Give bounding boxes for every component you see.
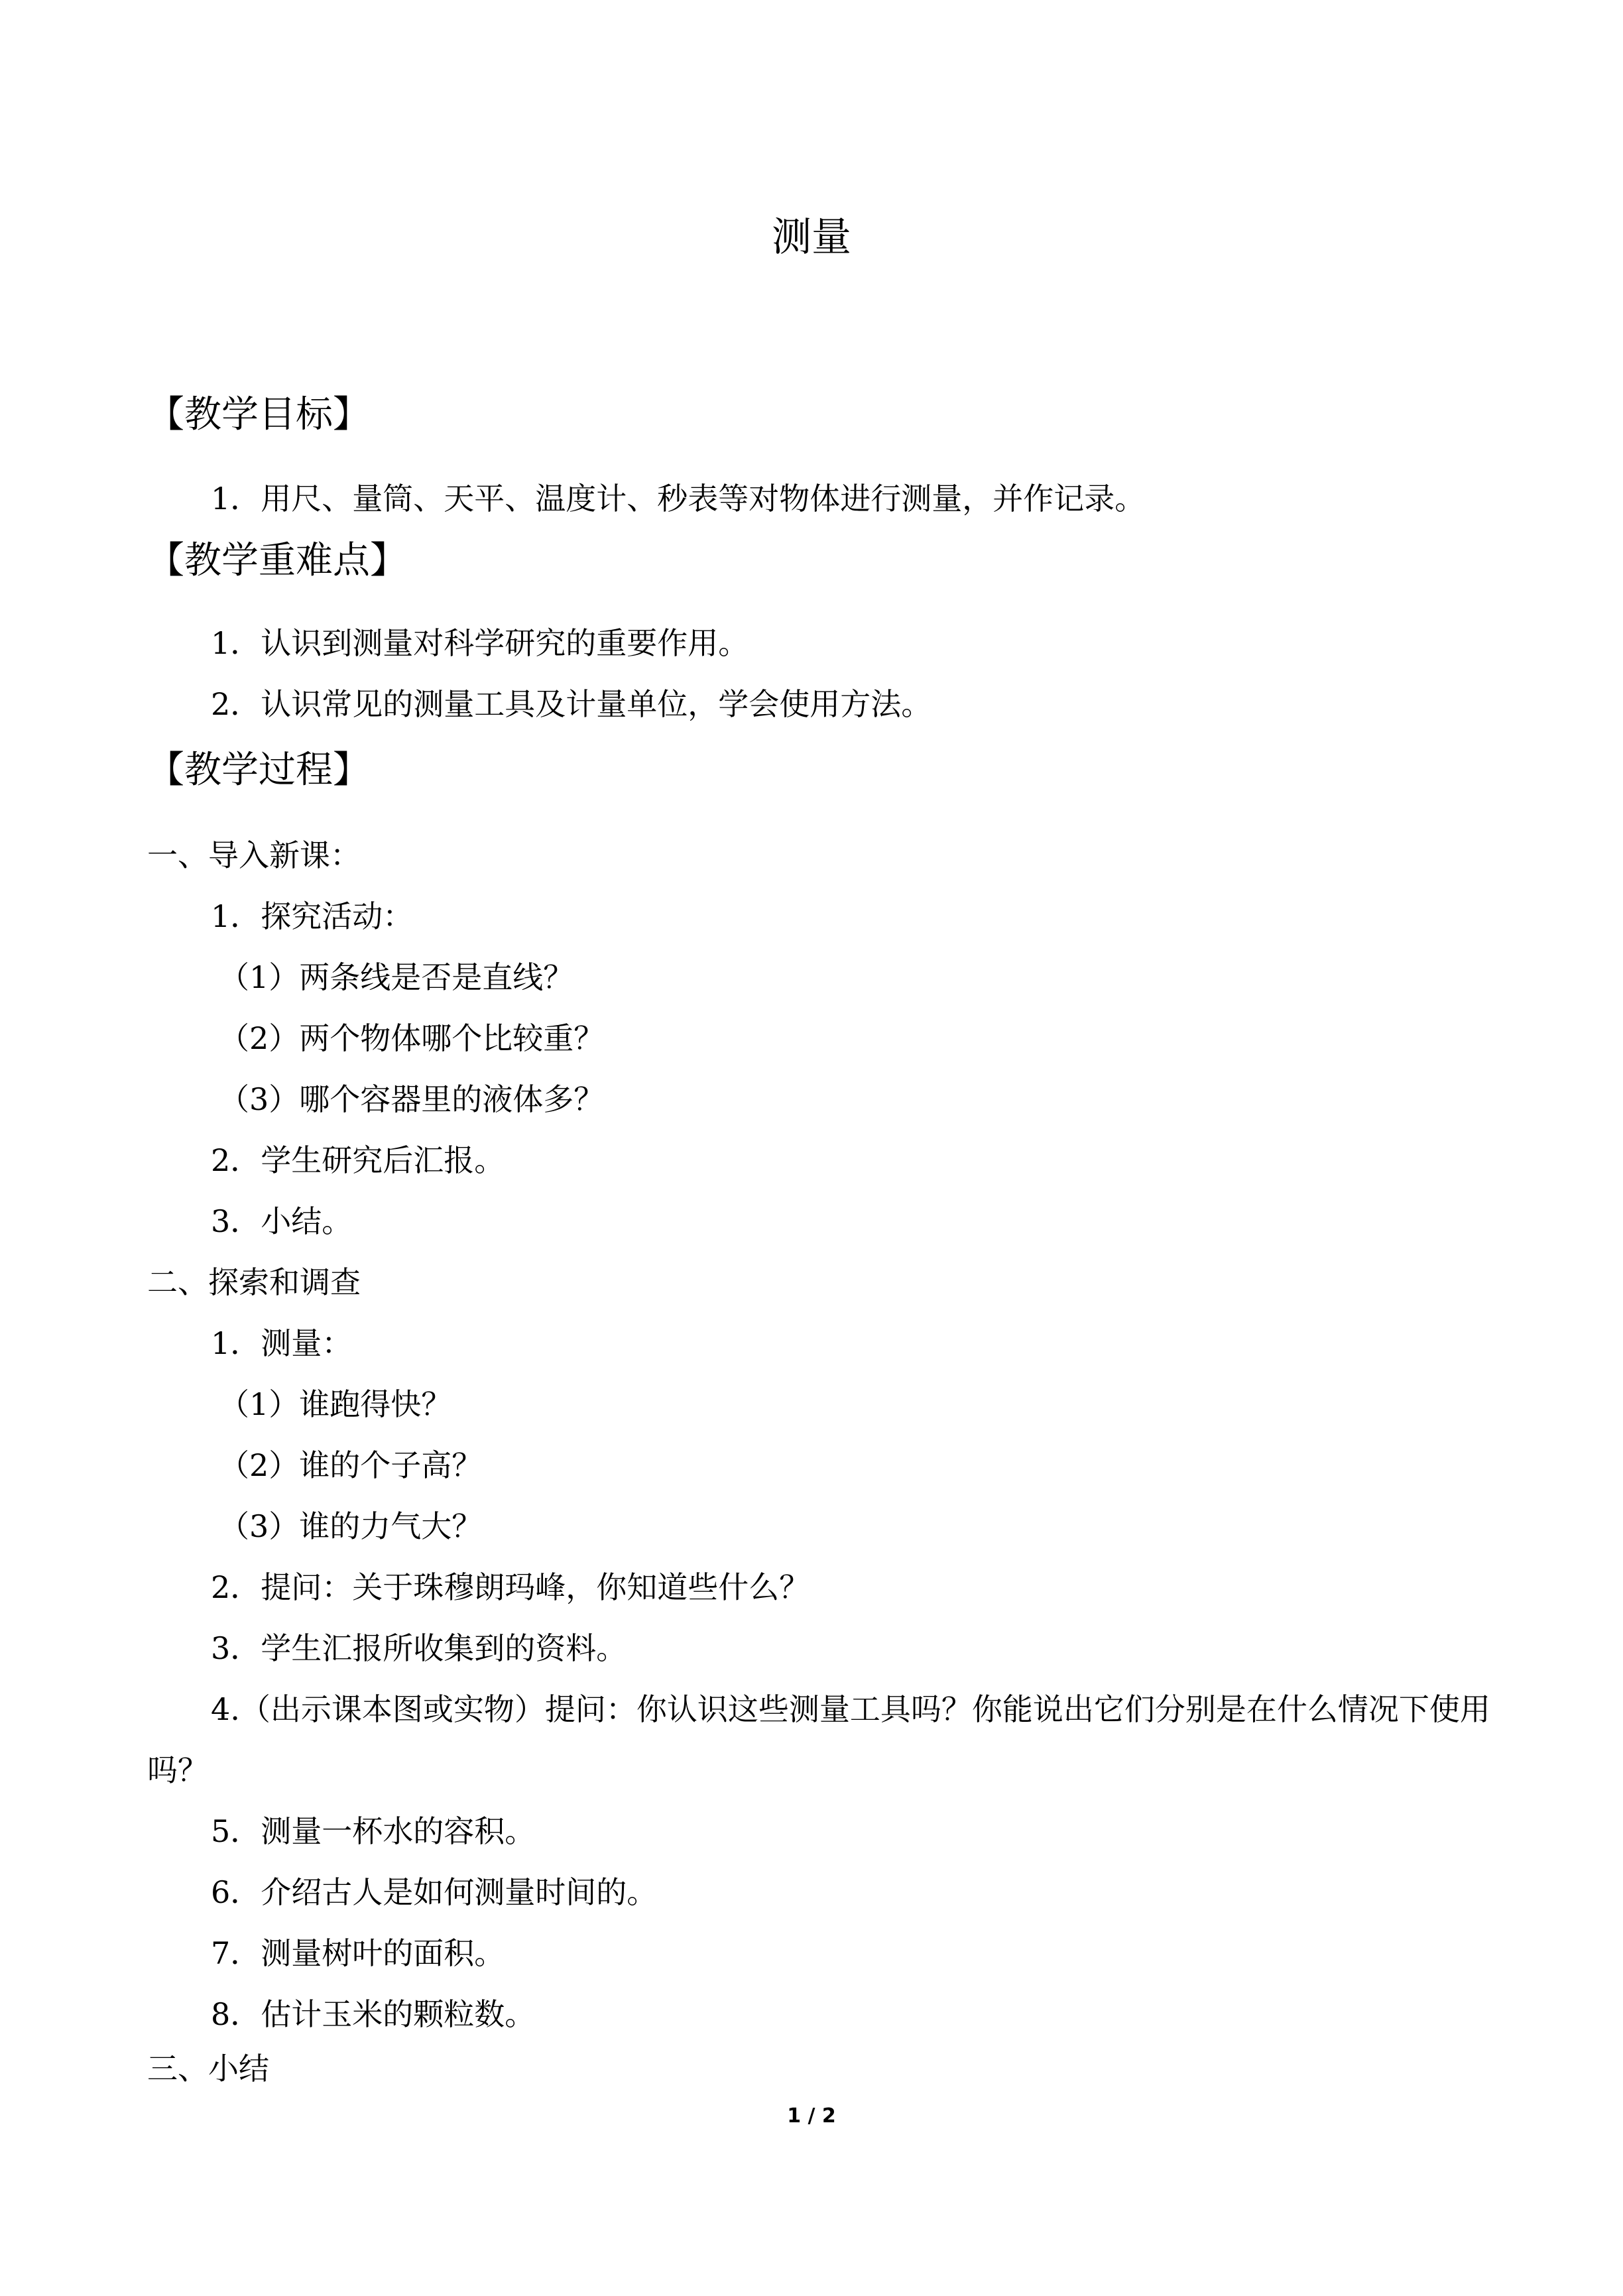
list-item: 8．估计玉米的颗粒数。	[211, 1996, 536, 2032]
part-title-intro: 一、导入新课：	[147, 837, 361, 873]
list-item: 7．测量树叶的面积。	[211, 1935, 505, 1971]
list-item: 1．探究活动：	[211, 898, 414, 934]
list-item: 5．测量一杯水的容积。	[211, 1813, 536, 1849]
list-item: 2．学生研究后汇报。	[211, 1142, 505, 1178]
key-point-item: 1．认识到测量对科学研究的重要作用。	[211, 625, 749, 661]
list-item-wrapped: 4.（出示课本图或实物）提问：你认识这些测量工具吗？你能说出它们分别是在什么情况下使用吗？	[147, 1691, 1490, 1788]
list-item: 1．测量：	[211, 1325, 353, 1361]
list-item: 2．提问：关于珠穆朗玛峰，你知道些什么？	[211, 1569, 810, 1605]
section-heading-key-points: 【教学重难点】	[147, 539, 407, 582]
list-item: （2）两个物体哪个比较重？	[219, 1020, 605, 1056]
list-item: （3）哪个容器里的液体多？	[219, 1081, 605, 1117]
list-item: （2）谁的个子高？	[219, 1447, 483, 1483]
section-heading-process: 【教学过程】	[147, 749, 370, 792]
list-item: （1）两条线是否是直线？	[219, 959, 574, 995]
page-number: 1 / 2	[787, 2104, 836, 2128]
list-item: （1）谁跑得快？	[219, 1386, 452, 1422]
page-title: 测量	[772, 214, 851, 261]
section-heading-objectives: 【教学目标】	[147, 393, 370, 436]
list-item: 3．小结。	[211, 1203, 353, 1239]
objective-item: 1．用尺、量筒、天平、温度计、秒表等对物体进行测量，并作记录。	[211, 481, 1146, 516]
list-item: 3．学生汇报所收集到的资料。	[211, 1630, 627, 1666]
part-title-summary: 三、小结	[147, 2051, 269, 2086]
key-point-item: 2．认识常见的测量工具及计量单位，学会使用方法。	[211, 686, 932, 722]
list-item: 6．介绍古人是如何测量时间的。	[211, 1874, 658, 1910]
part-title-explore: 二、探索和调查	[147, 1264, 361, 1300]
list-item: （3）谁的力气大？	[219, 1508, 483, 1544]
